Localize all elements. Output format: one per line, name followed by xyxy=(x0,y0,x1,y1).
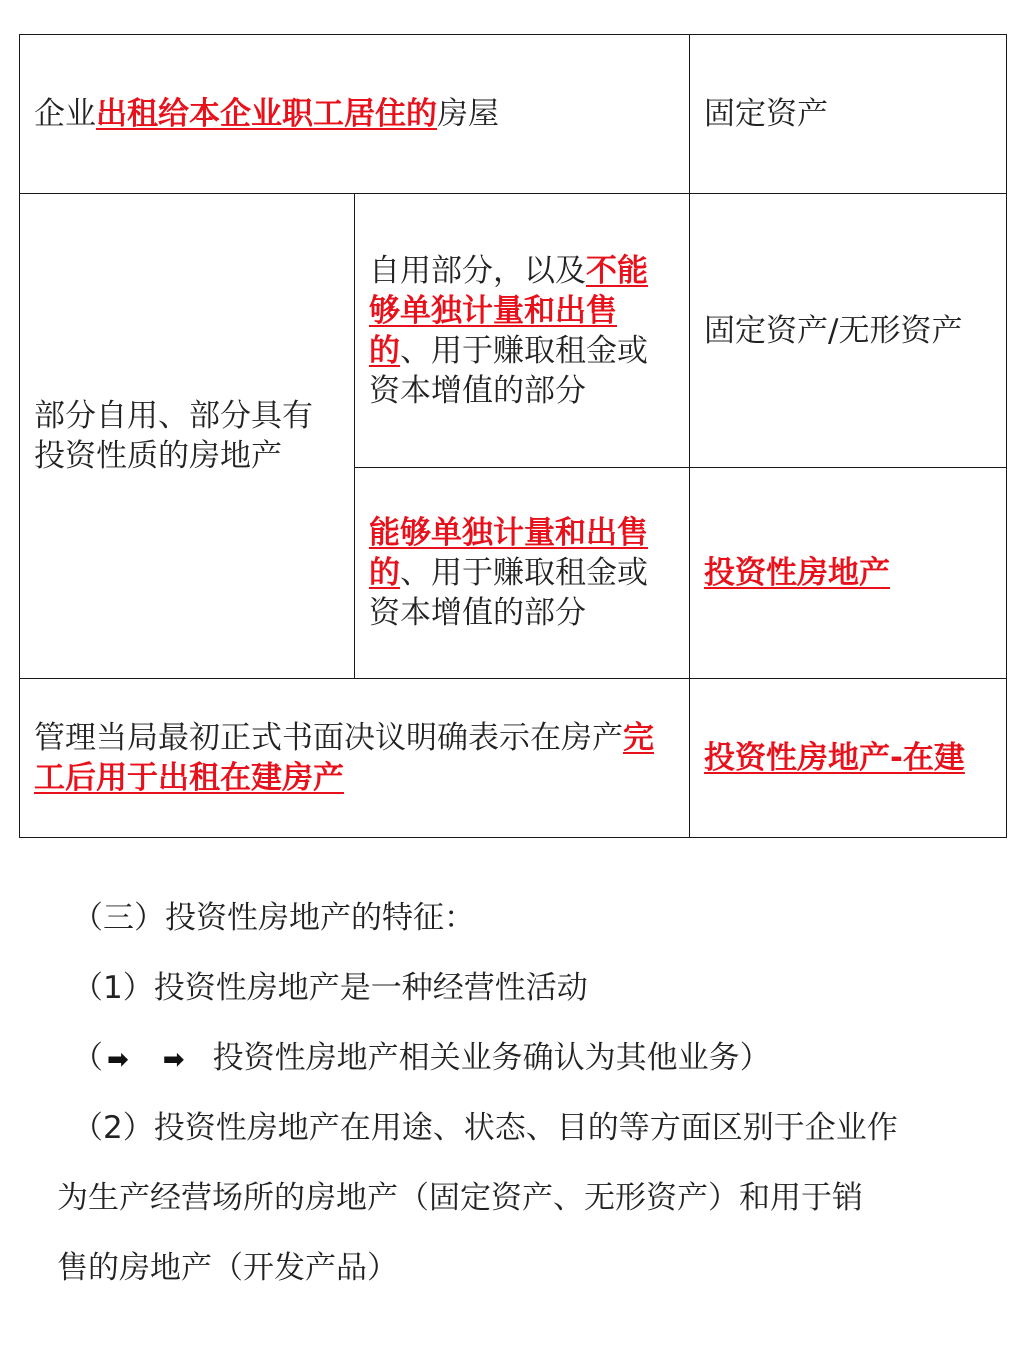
point-2-line-3: 售的房地产（开发产品） xyxy=(57,1250,398,1286)
point-1: （1）投资性房地产是一种经营性活动 xyxy=(72,970,588,1006)
row1-desc-highlight: 出租给本企业职工居住的 xyxy=(96,96,437,132)
row2b-category xyxy=(690,468,1007,679)
table-row xyxy=(20,679,1007,838)
row3-description xyxy=(20,679,690,838)
row3-category xyxy=(690,679,1007,838)
table-row xyxy=(20,194,1007,468)
arrow-note-text: 投资性房地产相关业务确认为其他业务） xyxy=(212,1040,771,1076)
arrow-note-paren: （ xyxy=(72,1040,103,1076)
row3-desc-prefix: 管理当局最初正式书面决议明确表示在房产 xyxy=(34,720,623,756)
right-arrow-icon: ➡ xyxy=(107,1045,129,1075)
classification-table xyxy=(19,34,1007,838)
right-arrow-icon: ➡ xyxy=(162,1045,185,1075)
point-2-line-1: （2）投资性房地产在用途、状态、目的等方面区别于企业作 xyxy=(72,1110,898,1146)
arrow-note xyxy=(72,1038,771,1080)
row2a-desc-prefix: 自用部分，以及 xyxy=(369,252,586,289)
row1-desc-prefix: 企业 xyxy=(34,96,96,132)
table-row xyxy=(20,35,1007,194)
row1-desc-suffix: 房屋 xyxy=(437,96,499,132)
point-2-line-2: 为生产经营场所的房地产（固定资产、无形资产）和用于销 xyxy=(57,1180,863,1216)
row2b-desc-suffix: 、用于赚取租金或资本增值的部分 xyxy=(369,555,648,631)
row2a-desc-suffix: 、用于赚取租金或资本增值的部分 xyxy=(369,332,648,409)
row1-description xyxy=(20,35,690,194)
row2a-category: 固定资产/无形资产 xyxy=(690,194,1007,468)
section-heading: （三）投资性房地产的特征： xyxy=(72,900,475,936)
row2a-description xyxy=(355,194,690,468)
row2a-desc-highlight: 不能够单独计量和出售的 xyxy=(369,252,648,369)
row3-desc-highlight: 完工后用于出租在建房产 xyxy=(34,720,654,796)
row1-category: 固定资产 xyxy=(690,35,1007,194)
row2-group-label: 部分自用、部分具有投资性质的房地产 xyxy=(20,194,355,679)
row2b-desc-highlight: 能够单独计量和出售的 xyxy=(369,515,648,591)
row2b-description xyxy=(355,468,690,679)
row3-category-text: 投资性房地产-在建 xyxy=(704,740,965,776)
row2b-category-text: 投资性房地产 xyxy=(704,555,890,591)
